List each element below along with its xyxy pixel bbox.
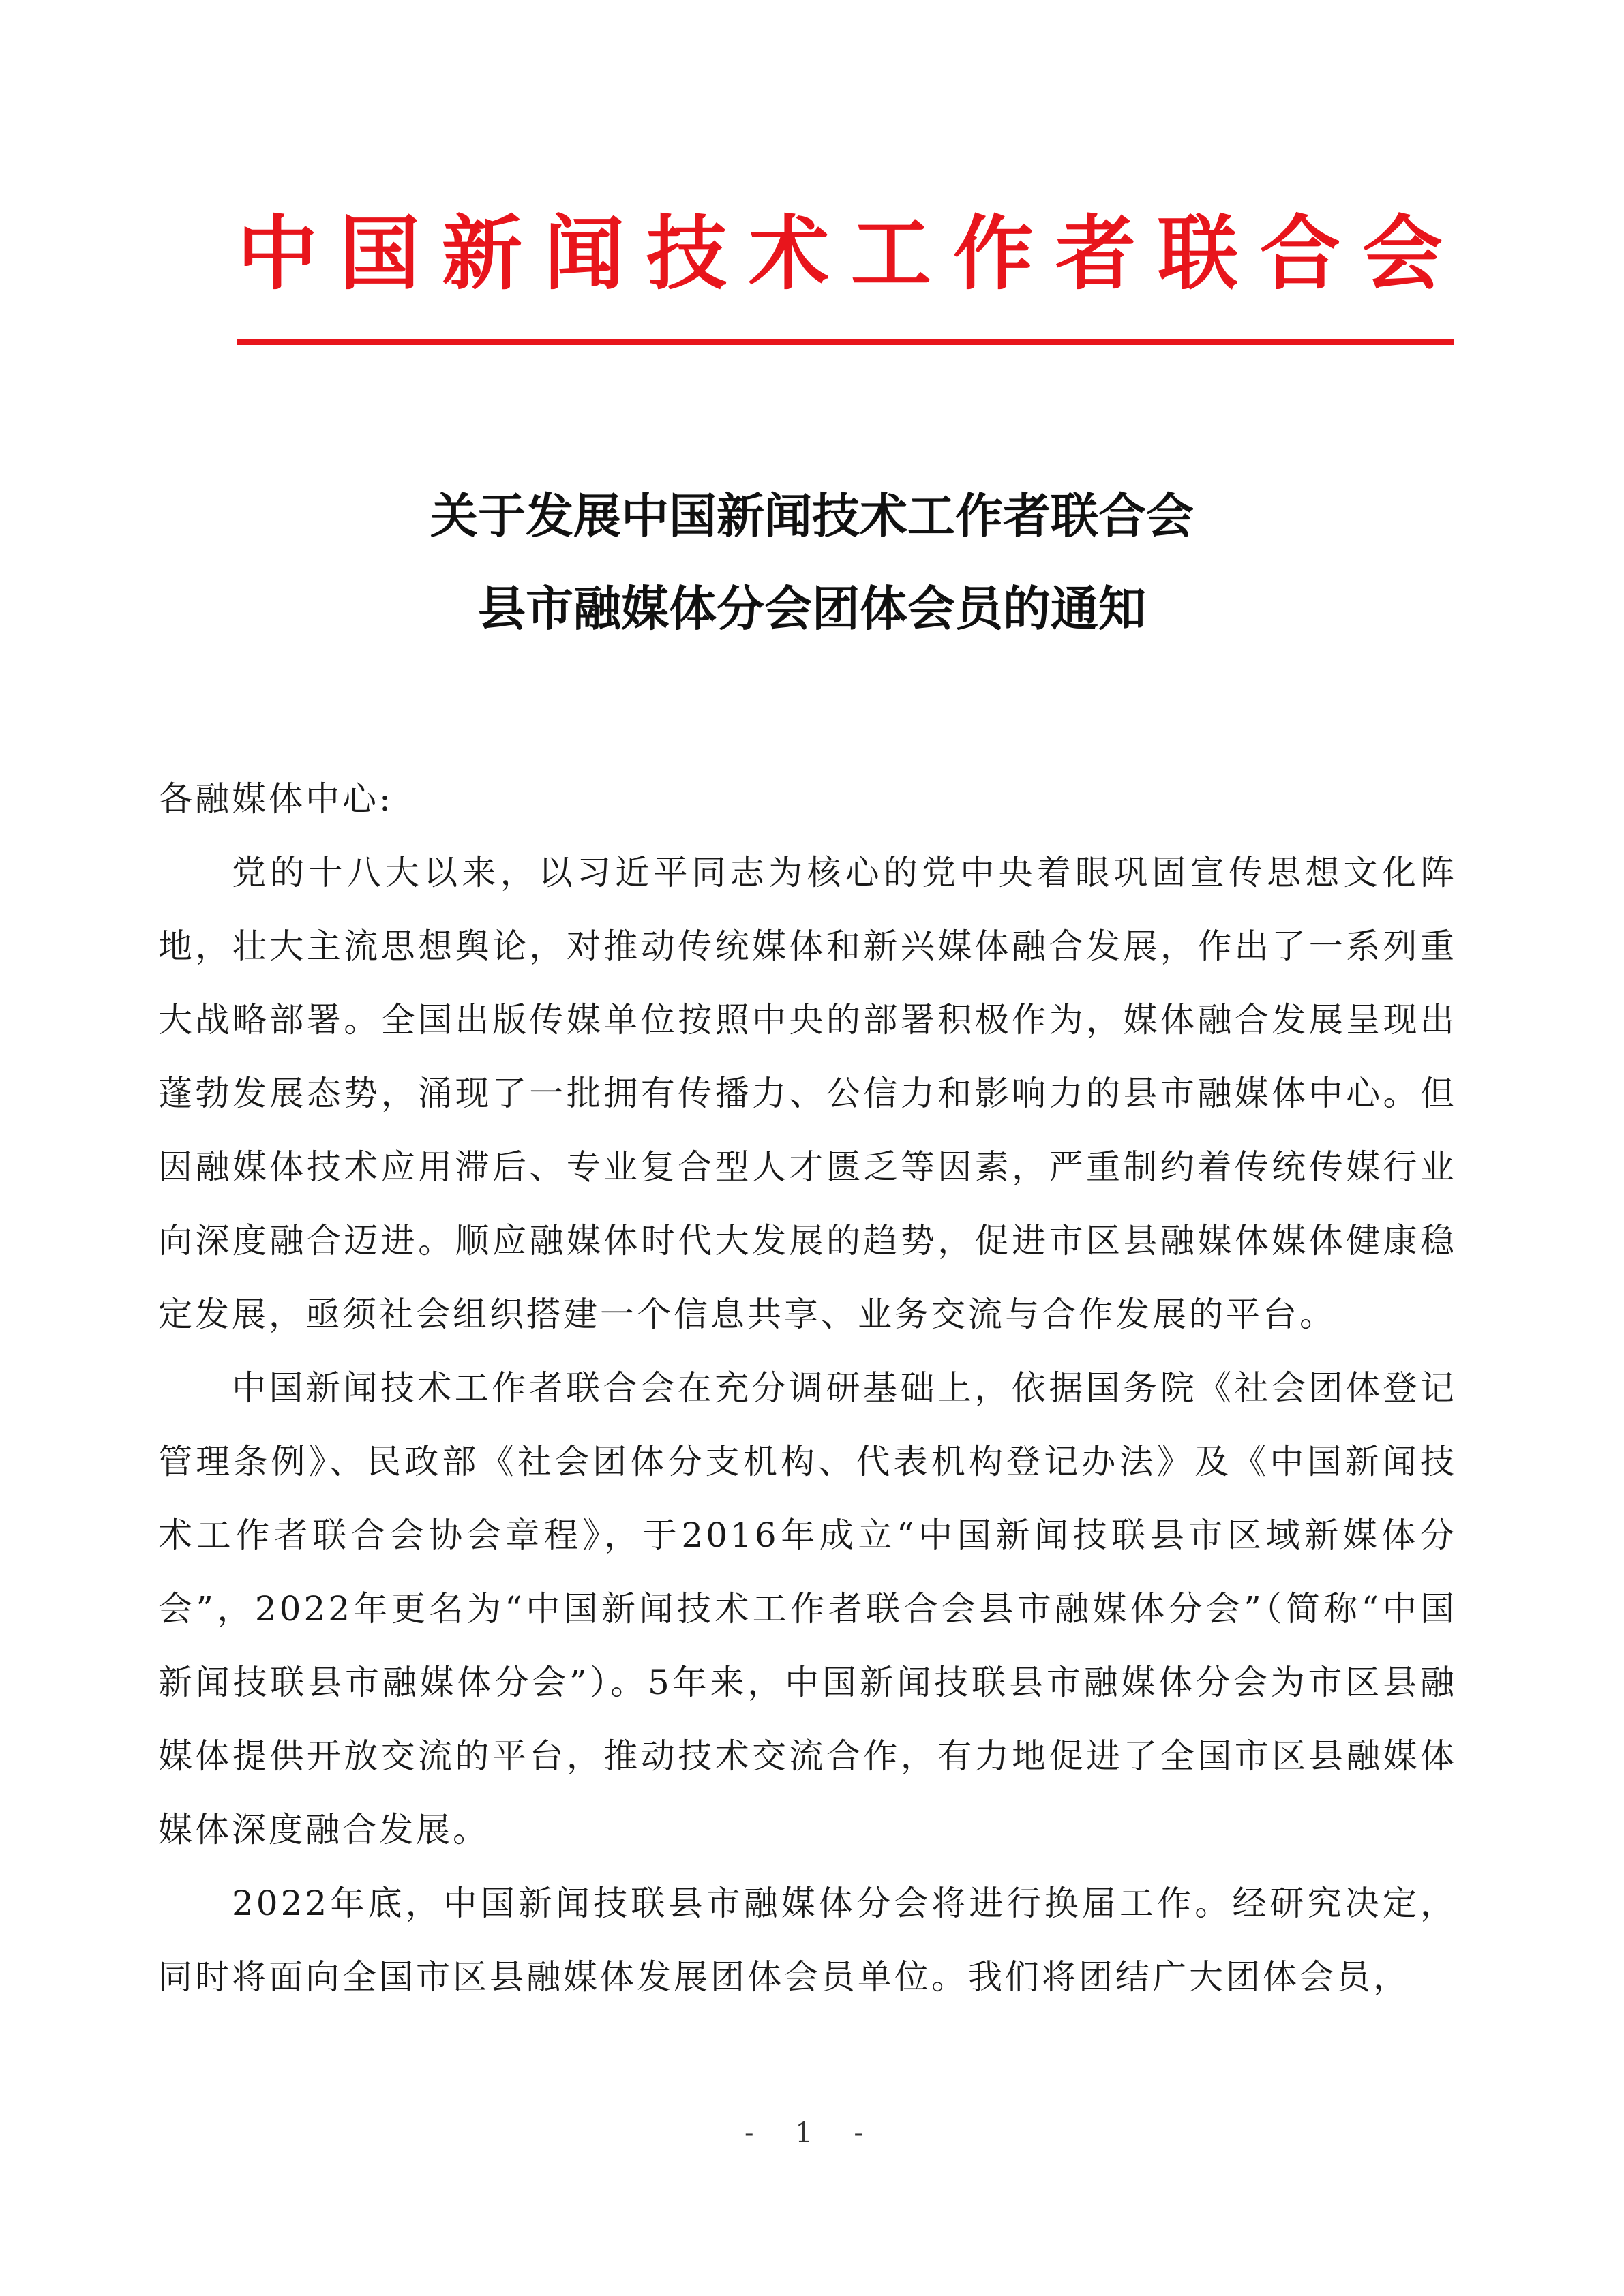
page-number: - 1 - [745, 2117, 879, 2149]
paragraph-3: 2022年底，中国新闻技联县市融媒体分会将进行换届工作。经研究决定，同时将面向全国市区县融媒体发展团体会员单位。我们将团结广大团体会员， [158, 1884, 1457, 1997]
document-title-line-1: 关于发展中国新闻技术工作者联合会 [430, 487, 1194, 544]
letterhead-org-name: 中国新闻技术工作者联合会 [237, 207, 1465, 301]
document-title-line-2: 县市融媒体分会团体会员的通知 [478, 580, 1146, 637]
letterhead-red-rule [237, 339, 1454, 345]
document-body [158, 762, 1457, 2014]
paragraph-2: 中国新闻技术工作者联合会在充分调研基础上，依据国务院《社会团体登记管理条例》、民政部《社会团体分支机构、代表机构登记办法》及《中国新闻技术工作者联合会协会章程》，于2016年成立“中国新闻技联县市区域新媒体分会”，2022年更名为“中国新闻技术工作者联合会县市融媒体分会”（简称“中国新闻技联县市融媒体分会”）。5年来，中国新闻技联县市融媒体分会为市区县融媒体提供开放交流的平台，推动技术交流合作，有力地促进了全国市区县融媒体媒体深度融合发展。 [158, 1368, 1457, 1849]
paragraph-1: 党的十八大以来，以习近平同志为核心的党中央着眼巩固宣传思想文化阵地，壮大主流思想舆论，对推动传统媒体和新兴媒体融合发展，作出了一系列重大战略部署。全国出版传媒单位按照中央的部署积极作为，媒体融合发展呈现出蓬勃发展态势，涌现了一批拥有传播力、公信力和影响力的县市融媒体中心。但因融媒体技术应用滞后、专业复合型人才匮乏等因素，严重制约着传统传媒行业向深度融合迈进。顺应融媒体时代大发展的趋势，促进市区县融媒体媒体健康稳定发展，亟须社会组织搭建一个信息共享、业务交流与合作发展的平台。 [158, 853, 1457, 1334]
salutation: 各融媒体中心: [158, 779, 393, 819]
